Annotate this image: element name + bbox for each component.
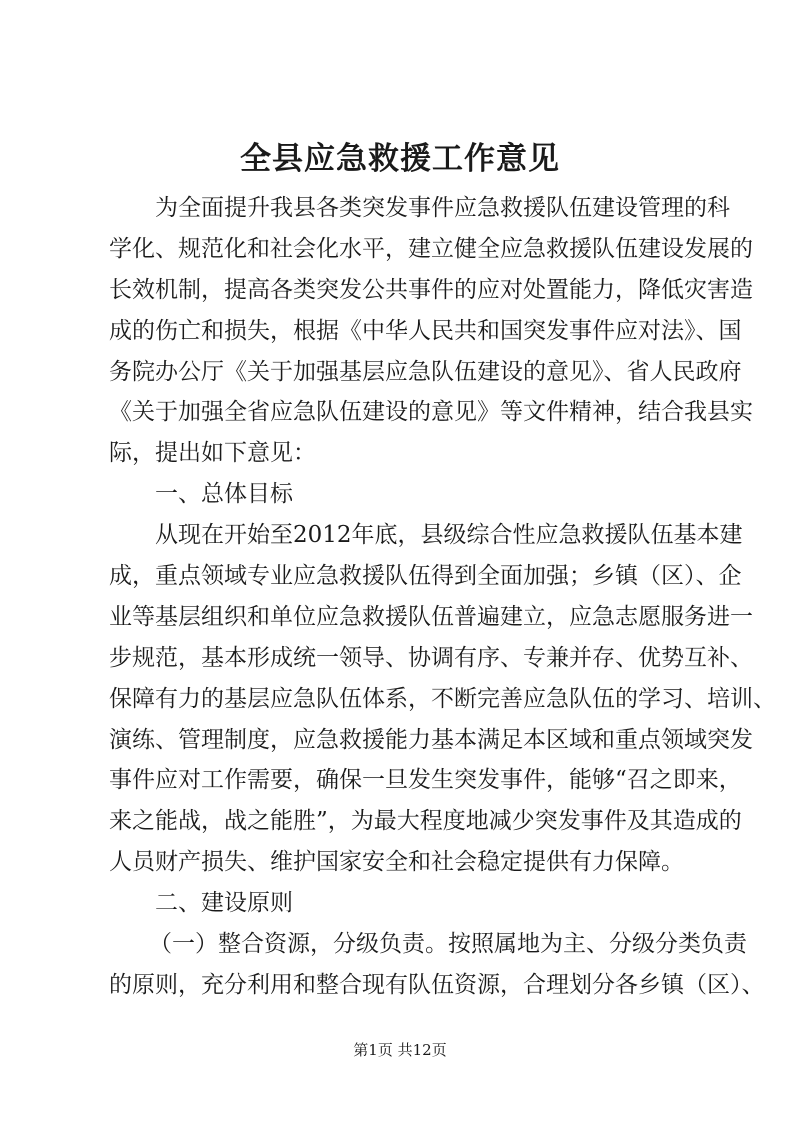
text-line: 步规范，基本形成统一领导、协调有序、专兼并存、优势互补、 [109,644,753,671]
text-line: 来之能战，战之能胜”，为最大程度地减少突发事件及其造成的 [109,808,742,835]
text-line: 人员财产损失、维护国家安全和社会稳定提供有力保障。 [109,849,684,876]
document-title: 全县应急救援工作意见 [240,141,560,177]
text-line: 演练、管理制度，应急救援能力基本满足本区域和重点领域突发 [109,726,753,753]
text-line: 保障有力的基层应急队伍体系，不断完善应急队伍的学习、培训、 [109,685,776,712]
document-body [109,188,776,1006]
page-number: 第1页 共12页 [353,1041,447,1059]
text-line: 长效机制，提高各类突发公共事件的应对处置能力，降低灾害造 [109,276,753,303]
text-line: 事件应对工作需要，确保一旦发生突发事件，能够“召之即来， [109,767,742,794]
text-line: 学化、规范化和社会化水平，建立健全应急救援队伍建设发展的 [109,235,753,262]
text-line: 际，提出如下意见： [109,440,316,467]
text-line: 成的伤亡和损失，根据《中华人民共和国突发事件应对法》、国 [109,317,742,344]
text-line: 务院办公厅《关于加强基层应急队伍建设的意见》、省人民政府 [109,358,742,385]
text-line: 成，重点领域专业应急救援队伍得到全面加强；乡镇（区）、企 [109,563,742,590]
text-line: 《关于加强全省应急队伍建设的意见》等文件精神，结合我县实 [109,399,753,426]
text-line: （一）整合资源，分级负责。按照属地为主、分级分类负责 [149,931,747,958]
text-line: 为全面提升我县各类突发事件应急救援队伍建设管理的科 [155,195,730,221]
text-line: 业等基层组织和单位应急救援队伍普遍建立，应急志愿服务进一 [109,603,753,630]
text-line: 的原则，充分利用和整合现有队伍资源，合理划分各乡镇（区）、 [109,971,765,998]
section-heading: 二、建设原则 [155,890,293,917]
section-heading: 一、总体目标 [155,481,293,508]
text-line: 从现在开始至2012年底，县级综合性应急救援队伍基本建 [155,522,743,549]
